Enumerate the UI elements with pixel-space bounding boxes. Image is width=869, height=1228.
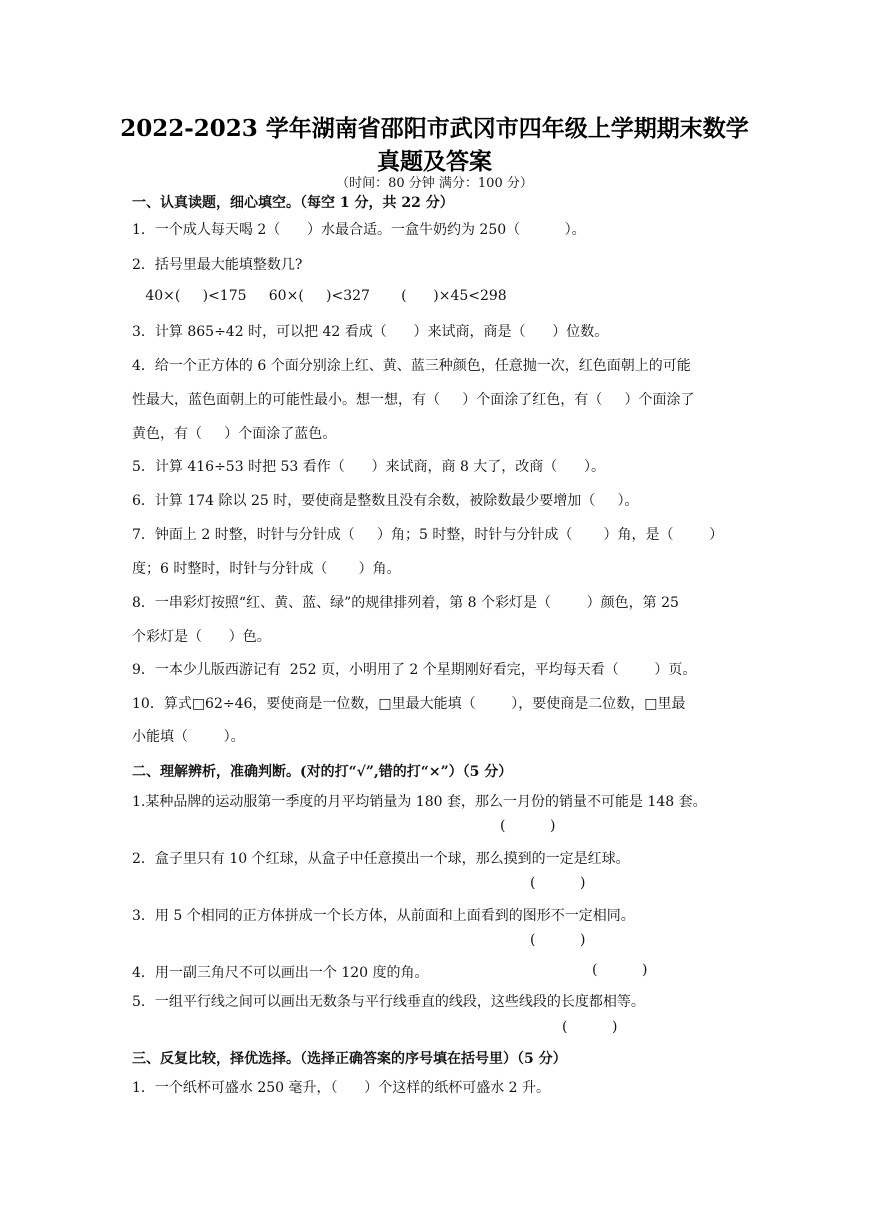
section-1-heading: 一、认真读题，细心填空。（每空 1 分，共 22 分） [132, 195, 454, 211]
s1-line: 黄色，有（ ）个面涂了蓝色。 [132, 426, 337, 442]
section-3-heading: 三、反复比较，择优选择。（选择正确答案的序号填在括号里）（5 分） [132, 1051, 567, 1067]
answer-paren: ( ) [530, 875, 586, 891]
s1-line: 性最大，蓝色面朝上的可能性最小。想一想，有（ ）个面涂了红色，有（ ）个面涂了 [132, 392, 695, 408]
answer-paren: ( ) [530, 932, 586, 948]
s1-line: 小能填（ ）。 [132, 729, 245, 745]
s1-line: 5．计算 416÷53 时把 53 看作（ ）来试商，商 8 大了，改商（ ）。 [132, 459, 605, 475]
document-title-line-1: 2022-2023 学年湖南省邵阳市武冈市四年级上学期期末数学 [120, 115, 749, 142]
s1-line: 4．给一个正方体的 6 个面分别涂上红、黄、蓝三种颜色，任意抛一次，红色面朝上的可能 [132, 358, 691, 374]
s1-line: 10．算式□62÷46，要使商是一位数，□里最大能填（ ），要使商是二位数，□里最 [132, 696, 686, 712]
s1-line: 6．计算 174 除以 25 时，要使商是整数且没有余数，被除数最少要增加（ ）。 [132, 493, 639, 509]
section-2-heading: 二、理解辨析，准确判断。(对的打“√”,错的打“×”）（5 分） [132, 764, 513, 780]
s1-line: 40×( )<175 60×( )<327 ( )×45<298 [132, 288, 507, 304]
answer-paren: ( ) [562, 1019, 618, 1035]
answer-paren: ( ) [500, 818, 556, 834]
s1-line: 8．一串彩灯按照“红、黄、蓝、绿”的规律排列着，第 8 个彩灯是（ ）颜色，第 25 [132, 595, 679, 611]
s1-line: 个彩灯是（ ）色。 [132, 629, 271, 645]
s1-line: 7．钟面上 2 时整，时针与分针成（ ）角；5 时整，时针与分针成（ ）角，是（ ） [132, 527, 724, 543]
s3-line: 1．一个纸杯可盛水 250 毫升，（ ）个这样的纸杯可盛水 2 升。 [132, 1080, 551, 1096]
s1-line: 3．计算 865÷42 时，可以把 42 看成（ ）来试商，商是（ ）位数。 [132, 324, 609, 340]
s1-line: 9．一本少儿版西游记有 252 页，小明用了 2 个星期刚好看完，平均每天看（ ）页。 [132, 662, 697, 678]
s1-line: 度；6 时整时，时针与分针成（ ）角。 [132, 561, 401, 577]
s2-line: 5．一组平行线之间可以画出无数条与平行线垂直的线段，这些线段的长度都相等。 [132, 994, 645, 1010]
exam-meta: （时间：80 分钟 满分：100 分） [336, 176, 533, 191]
document-title-line-2: 真题及答案 [377, 148, 492, 175]
s1-line: 2．括号里最大能填整数几? [132, 257, 303, 273]
answer-paren: ( ) [592, 962, 648, 978]
s2-line: 2．盒子里只有 10 个红球，从盒子中任意摸出一个球，那么摸到的一定是红球。 [132, 851, 630, 867]
s1-line: 1．一个成人每天喝 2（ ）水最合适。一盒牛奶约为 250（ ）。 [132, 222, 586, 238]
s2-line: 1.某种品牌的运动服第一季度的月平均销量为 180 套，那么一月份的销量不可能是 148 套。 [132, 794, 707, 810]
s2-line: 4．用一副三角尺不可以画出一个 120 度的角。 [132, 965, 429, 981]
s2-line: 3．用 5 个相同的正方体拼成一个长方体，从前面和上面看到的图形不一定相同。 [132, 908, 635, 924]
